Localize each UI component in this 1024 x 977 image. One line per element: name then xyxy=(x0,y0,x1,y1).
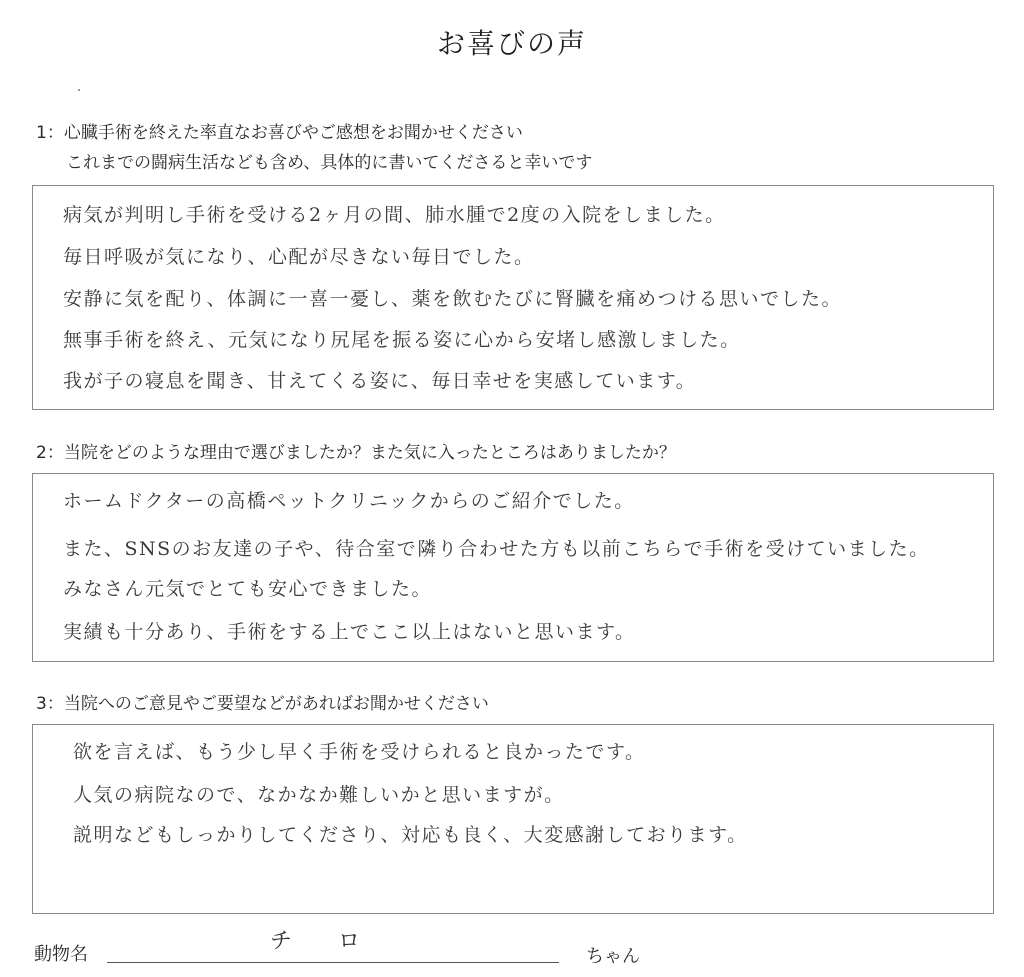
answer-2-line-1: ホームドクターの高橋ペットクリニックからのご紹介でした。 xyxy=(63,490,635,512)
pet-name-handwritten: チロ xyxy=(270,929,407,954)
question-1-sublabel: これまでの闘病生活なども含め、具体的に書いてくださると幸いです xyxy=(66,153,593,173)
answer-2-line-2: また、SNSのお友達の子や、待合室で隣り合わせた方も以前こちらで手術を受けていました。 xyxy=(63,538,930,560)
question-1 xyxy=(36,118,592,178)
answer-1-line-4: 無事手術を終え、元気になり尻尾を振る姿に心から安堵し感激しました。 xyxy=(63,329,741,351)
answer-2-line-4: 実績も十分あり、手術をする上でここ以上はないと思います。 xyxy=(63,621,636,643)
question-3-label: 3：当院へのご意見やご要望などがあればお聞かせください xyxy=(36,694,489,714)
question-2-label: 2：当院をどのような理由で選びましたか？また気に入ったところはありましたか？ xyxy=(36,443,676,463)
answer-3-line-2: 人気の病院なので、なかなか難しいかと思いますが。 xyxy=(73,784,565,806)
answer-3-line-3: 説明などもしっかりしてくださり、対応も良く、大変感謝しております。 xyxy=(73,824,748,846)
question-2 xyxy=(36,438,676,468)
answer-2-line-3: みなさん元気でとても安心できました。 xyxy=(63,578,433,600)
question-3 xyxy=(36,689,489,719)
pet-name-suffix: ちゃん xyxy=(586,946,640,967)
answer-1-line-5: 我が子の寝息を聞き、甘えてくる姿に、毎日幸せを実感しています。 xyxy=(63,370,697,392)
answer-1-line-3: 安静に気を配り、体調に一喜一憂し、薬を飲むたびに腎臓を痛めつける思いでした。 xyxy=(63,288,843,310)
answer-box-2 xyxy=(32,473,994,662)
pet-name-label: 動物名 xyxy=(34,944,88,965)
paper-speck xyxy=(78,89,80,91)
page-title: お喜びの声 xyxy=(436,27,587,60)
answer-3-line-1: 欲を言えば、もう少し早く手術を受けられると良かったです。 xyxy=(73,741,646,763)
answer-box-3 xyxy=(32,724,994,914)
answer-1-line-2: 毎日呼吸が気になり、心配が尽きない毎日でした。 xyxy=(63,246,535,268)
answer-box-1 xyxy=(32,185,994,410)
answer-1-line-1: 病気が判明し手術を受ける2ヶ月の間、肺水腫で2度の入院をしました。 xyxy=(63,204,726,226)
pet-name-underline xyxy=(107,962,559,963)
question-1-label: 1：心臓手術を終えた率直なお喜びやご感想をお聞かせください xyxy=(36,123,523,143)
